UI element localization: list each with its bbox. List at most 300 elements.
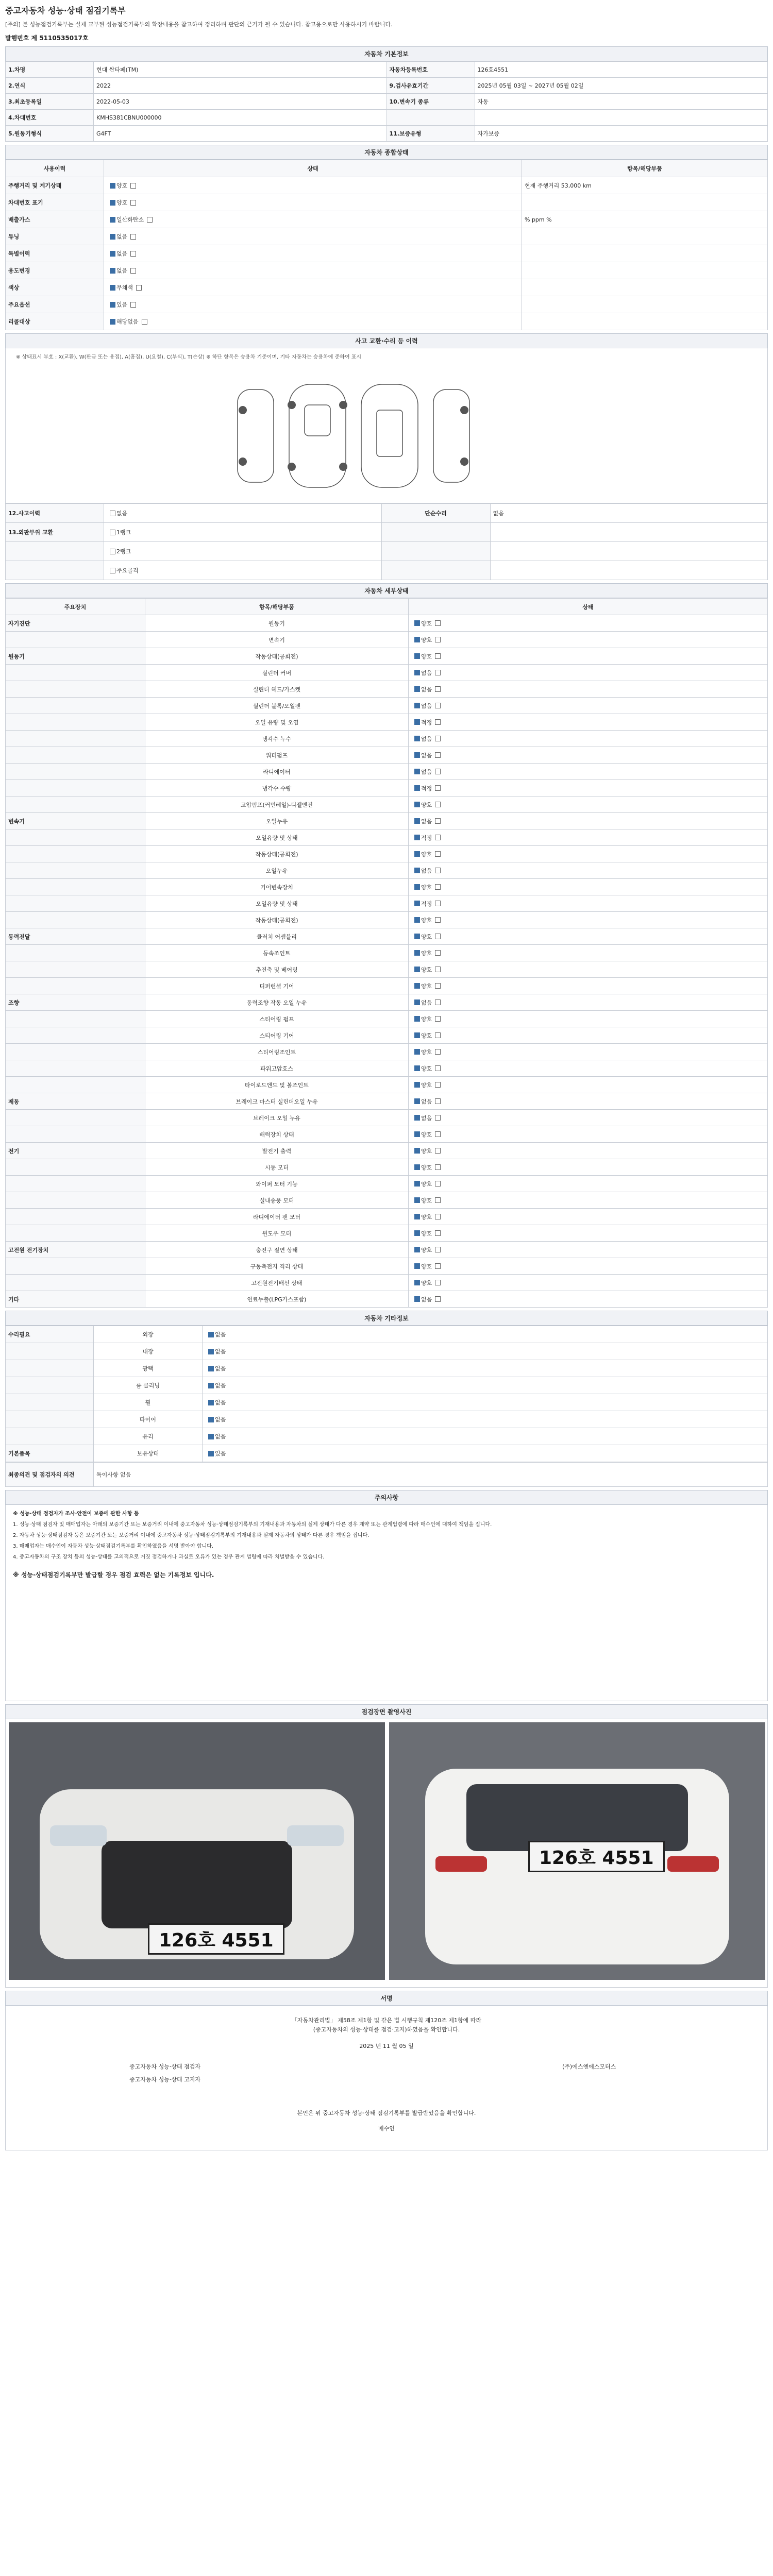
accident-value-text: 1랭크	[116, 529, 131, 536]
basic-info-title: 자동차 기본정보	[5, 46, 768, 61]
general-value	[522, 279, 768, 296]
general-value: 현재 주행거리 53,000 km	[522, 177, 768, 194]
sign-buyer: 매수인	[378, 2125, 395, 2132]
accident-label	[6, 561, 104, 580]
checkbox	[414, 703, 420, 708]
detail-row	[6, 1027, 768, 1044]
general-value	[522, 313, 768, 330]
other-group	[6, 1343, 94, 1360]
other-info-title: 자동차 기타정보	[5, 1311, 768, 1326]
checkbox	[414, 1164, 420, 1170]
detail-row	[6, 796, 768, 813]
accident-value	[104, 561, 382, 580]
checkbox	[110, 302, 115, 308]
checkbox	[435, 1164, 441, 1170]
detail-group: 원동기	[6, 648, 145, 665]
checkbox	[414, 1263, 420, 1269]
detail-item: 브레이크 오일 누유	[145, 1110, 409, 1126]
detail-row	[6, 895, 768, 912]
accident-table	[5, 503, 768, 580]
opinion-label: 최종의견 및 점검자의 의견	[6, 1463, 94, 1487]
general-label: 주요옵션	[6, 296, 104, 313]
general-state-text: 양호	[116, 199, 128, 206]
checkbox	[435, 653, 441, 659]
checkbox	[414, 1131, 420, 1137]
general-label: 색상	[6, 279, 104, 296]
detail-row	[6, 780, 768, 796]
detail-group	[6, 1027, 145, 1044]
detail-row	[6, 813, 768, 829]
other-row	[6, 1360, 768, 1377]
detail-item: 브레이크 마스터 실린더오일 누유	[145, 1093, 409, 1110]
checkbox	[208, 1434, 214, 1439]
accident-value-text: 없음	[116, 510, 128, 517]
detail-item: 오일누유	[145, 862, 409, 879]
other-item: 유리	[94, 1428, 203, 1445]
detail-row	[6, 1275, 768, 1291]
other-item: 타이어	[94, 1411, 203, 1428]
detail-item: 변속기	[145, 632, 409, 648]
other-group	[6, 1377, 94, 1394]
sign-line1: 「자동차관리법」 제58조 제1항 및 같은 법 시행규칙 제120조 제1항에 따라	[291, 2017, 482, 2024]
general-label: 특별이력	[6, 245, 104, 262]
detail-item: 고압펌프(커먼레일)-디젤엔진	[145, 796, 409, 813]
checkbox	[110, 549, 115, 554]
general-row	[6, 228, 768, 245]
detail-group	[6, 912, 145, 928]
detail-group	[6, 1275, 145, 1291]
basic-row	[6, 94, 768, 110]
detail-group	[6, 846, 145, 862]
other-state-text: 없음	[215, 1382, 226, 1389]
detail-state	[409, 1077, 768, 1093]
general-state	[104, 211, 522, 228]
detail-state-text: 양호	[421, 982, 432, 990]
detail-state	[409, 665, 768, 681]
checkbox	[414, 670, 420, 675]
detail-state	[409, 731, 768, 747]
accident-value-right: 없음	[490, 504, 768, 523]
checkbox	[435, 802, 441, 807]
checkbox	[208, 1400, 214, 1405]
opinion-value: 특이사항 없음	[94, 1463, 768, 1487]
detail-group: 동력전달	[6, 928, 145, 945]
basic-row	[6, 110, 768, 126]
detail-state-text: 없음	[421, 686, 432, 693]
general-state	[104, 296, 522, 313]
checkbox	[414, 769, 420, 774]
detail-state-text: 없음	[421, 735, 432, 742]
other-item: 광택	[94, 1360, 203, 1377]
checkbox	[208, 1383, 214, 1388]
checkbox	[435, 686, 441, 692]
other-row	[6, 1343, 768, 1360]
accident-label-right	[381, 542, 490, 561]
detail-item: 오일유량 및 상태	[145, 829, 409, 846]
detail-row	[6, 1192, 768, 1209]
detail-state-text: 없음	[421, 1114, 432, 1122]
detail-row	[6, 961, 768, 978]
detail-state-text: 적정	[421, 900, 432, 907]
general-state-table	[5, 160, 768, 330]
note-item: 2. 자동차 성능·상태점검자 등은 보증기간 또는 보증거리 이내에 중고자동차 성능·상태점검기록부의 기재내용과 실제 자동차의 상태가 다른 경우 책임을 집니다.	[13, 1533, 369, 1538]
detail-state	[409, 1209, 768, 1225]
certificate-number	[5, 33, 768, 42]
basic-value: 현대 싼타페(TM)	[94, 62, 387, 78]
detail-group	[6, 1060, 145, 1077]
other-state-text: 없음	[215, 1433, 226, 1440]
detail-row	[6, 1143, 768, 1159]
detail-group	[6, 1077, 145, 1093]
detail-group	[6, 1159, 145, 1176]
detail-state-text: 없음	[421, 867, 432, 874]
accident-value-right	[490, 561, 768, 580]
detail-group	[6, 961, 145, 978]
general-head: 상태	[104, 160, 522, 177]
detail-group: 기타	[6, 1291, 145, 1308]
checkbox	[414, 999, 420, 1005]
general-row	[6, 296, 768, 313]
detail-state-text: 없음	[421, 1296, 432, 1303]
checkbox	[130, 234, 136, 240]
general-value	[522, 245, 768, 262]
checkbox	[414, 1115, 420, 1121]
detail-state	[409, 1275, 768, 1291]
checkbox	[414, 967, 420, 972]
detail-group	[6, 1011, 145, 1027]
detail-item: 고전원전기배선 상태	[145, 1275, 409, 1291]
general-value	[522, 228, 768, 245]
general-state-text: 양호	[116, 182, 128, 189]
detail-group	[6, 714, 145, 731]
checkbox	[414, 785, 420, 791]
general-label: 튜닝	[6, 228, 104, 245]
cert-label: 발행번호 제	[5, 35, 38, 42]
detail-state	[409, 615, 768, 632]
detail-item: 라디에이터	[145, 764, 409, 780]
detail-state	[409, 1011, 768, 1027]
detail-head: 상태	[409, 599, 768, 615]
detail-state-text: 양호	[421, 1048, 432, 1056]
other-state-text: 있음	[215, 1450, 226, 1457]
detail-item: 냉각수 누수	[145, 731, 409, 747]
detail-group	[6, 780, 145, 796]
detail-group	[6, 1258, 145, 1275]
detail-state	[409, 1143, 768, 1159]
accident-value-right	[490, 542, 768, 561]
notes-title: 주의사항	[5, 1490, 768, 1505]
general-row	[6, 194, 768, 211]
other-row	[6, 1445, 768, 1462]
basic-label: 10.변속기 종류	[386, 94, 475, 110]
detail-item: 스티어링 펌프	[145, 1011, 409, 1027]
checkbox	[414, 1098, 420, 1104]
other-group	[6, 1411, 94, 1428]
checkbox	[435, 901, 441, 906]
general-row	[6, 245, 768, 262]
other-state	[203, 1377, 768, 1394]
detail-state	[409, 895, 768, 912]
detail-row	[6, 1044, 768, 1060]
general-head: 사용이력	[6, 160, 104, 177]
detail-state	[409, 1192, 768, 1209]
basic-label: 3.최초등록일	[6, 94, 94, 110]
detail-group	[6, 764, 145, 780]
basic-label: 자동차등록번호	[386, 62, 475, 78]
checkbox	[130, 251, 136, 257]
checkbox	[435, 1049, 441, 1055]
detail-state-text: 없음	[421, 1098, 432, 1105]
detail-row	[6, 994, 768, 1011]
detail-state-text: 적정	[421, 834, 432, 841]
detail-state-text: 양호	[421, 1197, 432, 1204]
car-diagram	[5, 348, 768, 503]
detail-item: 작동상태(공회전)	[145, 846, 409, 862]
checkbox	[414, 917, 420, 923]
detail-group	[6, 1192, 145, 1209]
checkbox	[435, 1247, 441, 1252]
checkbox	[435, 1098, 441, 1104]
basic-value: 2022	[94, 78, 387, 94]
detail-state-text: 없음	[421, 752, 432, 759]
checkbox	[414, 983, 420, 989]
note-item: 1. 성능·상태 점검자 및 매매업자는 아래의 보증기간 또는 보증거리 이내에 중고자동차 성능·상태점검기록부의 기재내용과 자동차의 실제 상태가 다른 경우 계약 또는 관계법령에 따라 매수인에 대하여 책임을 집니다.	[13, 1522, 492, 1528]
detail-state	[409, 648, 768, 665]
checkbox	[435, 1197, 441, 1203]
checkbox	[435, 703, 441, 708]
detail-item: 냉각수 수량	[145, 780, 409, 796]
sign-seller: 중고자동차 성능·상태 고지자	[129, 2076, 201, 2083]
general-row	[6, 177, 768, 194]
accident-value	[104, 542, 382, 561]
other-row	[6, 1411, 768, 1428]
detail-item: 원동기	[145, 615, 409, 632]
detail-item: 오일 유량 및 오염	[145, 714, 409, 731]
detail-group	[6, 681, 145, 698]
detail-item: 작동상태(공회전)	[145, 912, 409, 928]
other-state	[203, 1445, 768, 1462]
checkbox	[414, 1082, 420, 1088]
checkbox	[414, 1065, 420, 1071]
checkbox	[435, 1115, 441, 1121]
detail-row	[6, 1060, 768, 1077]
checkbox	[435, 1016, 441, 1022]
detail-item: 시동 모터	[145, 1159, 409, 1176]
other-group	[6, 1394, 94, 1411]
detail-state	[409, 846, 768, 862]
checkbox	[110, 511, 115, 516]
document	[5, 4, 768, 2150]
detail-group	[6, 862, 145, 879]
detail-item: 스티어링조인트	[145, 1044, 409, 1060]
sign-receive: 본인은 위 중고자동차 성능·상태 점검기록부를 발급받았음을 확인합니다.	[297, 2110, 476, 2116]
general-head: 항목/해당부품	[522, 160, 768, 177]
detail-state	[409, 912, 768, 928]
checkbox	[414, 818, 420, 824]
detail-row	[6, 862, 768, 879]
detail-group	[6, 731, 145, 747]
general-state	[104, 194, 522, 211]
checkbox	[208, 1451, 214, 1456]
front-plate: 126호 4551	[148, 1923, 284, 1955]
note-item: ※ 성능·상태 점검자가 조사·안전이 보증에 관한 사항 등	[13, 1511, 139, 1517]
detail-state-text: 없음	[421, 768, 432, 775]
detail-row	[6, 1126, 768, 1143]
checkbox	[147, 217, 153, 223]
detail-row	[6, 681, 768, 698]
detail-item: 실린더 커버	[145, 665, 409, 681]
detail-state	[409, 1027, 768, 1044]
checkbox	[110, 268, 115, 274]
other-group	[6, 1428, 94, 1445]
detail-state	[409, 698, 768, 714]
detail-state	[409, 945, 768, 961]
checkbox	[414, 719, 420, 725]
detail-group	[6, 665, 145, 681]
detail-row	[6, 665, 768, 681]
detail-row	[6, 1110, 768, 1126]
detail-state-text: 적정	[421, 719, 432, 726]
other-state-text: 없음	[215, 1365, 226, 1372]
detail-state-text: 양호	[421, 1147, 432, 1155]
accident-label-right	[381, 561, 490, 580]
general-state-text: 해당없음	[116, 318, 139, 325]
detail-row	[6, 731, 768, 747]
general-row	[6, 279, 768, 296]
detail-item: 등속조인트	[145, 945, 409, 961]
detail-item: 윈도우 모터	[145, 1225, 409, 1242]
checkbox	[208, 1366, 214, 1371]
detail-state-text: 양호	[421, 1164, 432, 1171]
checkbox	[435, 868, 441, 873]
checkbox	[435, 769, 441, 774]
checkbox	[414, 1230, 420, 1236]
checkbox	[435, 637, 441, 642]
detail-head: 주요장치	[6, 599, 145, 615]
other-state	[203, 1343, 768, 1360]
detail-state-table	[5, 598, 768, 1308]
detail-item: 실린더 헤드/가스켓	[145, 681, 409, 698]
detail-group: 전기	[6, 1143, 145, 1159]
other-info-table	[5, 1326, 768, 1462]
opinion-table	[5, 1462, 768, 1487]
detail-row	[6, 1209, 768, 1225]
general-state-text: 없음	[116, 233, 128, 240]
detail-group	[6, 829, 145, 846]
accident-value-right	[490, 523, 768, 542]
checkbox	[414, 884, 420, 890]
checkbox	[208, 1417, 214, 1422]
checkbox	[414, 620, 420, 626]
checkbox	[414, 934, 420, 939]
detail-row	[6, 928, 768, 945]
general-row	[6, 313, 768, 330]
general-state	[104, 228, 522, 245]
detail-item: 기어변속장치	[145, 879, 409, 895]
checkbox	[435, 917, 441, 923]
accident-value-text: 2랭크	[116, 548, 131, 555]
detail-row	[6, 1011, 768, 1027]
checkbox	[435, 1065, 441, 1071]
detail-state	[409, 1126, 768, 1143]
other-row	[6, 1326, 768, 1343]
checkbox	[435, 835, 441, 840]
other-state-text: 없음	[215, 1348, 226, 1355]
accident-value	[104, 504, 382, 523]
detail-state-title: 자동차 세부상태	[5, 583, 768, 598]
general-row	[6, 211, 768, 228]
detail-state-text: 없음	[421, 999, 432, 1006]
other-row	[6, 1428, 768, 1445]
general-label: 배출가스	[6, 211, 104, 228]
sign-org: (주)에스엔에스모터스	[562, 2063, 616, 2070]
detail-row	[6, 764, 768, 780]
checkbox	[435, 719, 441, 725]
general-state	[104, 279, 522, 296]
detail-state-text: 양호	[421, 917, 432, 924]
checkbox	[435, 983, 441, 989]
detail-state-text: 양호	[421, 653, 432, 660]
general-value	[522, 194, 768, 211]
detail-row	[6, 879, 768, 895]
checkbox	[435, 752, 441, 758]
general-state-text: 무채색	[116, 284, 133, 291]
other-item: 외장	[94, 1326, 203, 1343]
checkbox	[414, 653, 420, 659]
accident-row	[6, 504, 768, 523]
notice-text: [주의] 본 성능점검기록부는 실제 교부된 성능점검기록부의 확장내용을 참고하여 정리하며 판단의 근거가 될 수 있습니다. 참고용으로만 사용하시기 바랍니다.	[5, 21, 393, 28]
rear-plate: 126호 4551	[528, 1841, 665, 1872]
general-state-text: 일산화탄소	[116, 216, 144, 223]
basic-value: 126호4551	[475, 62, 768, 78]
checkbox	[414, 835, 420, 840]
detail-item: 라디에이터 팬 모터	[145, 1209, 409, 1225]
checkbox	[130, 268, 136, 274]
detail-row	[6, 747, 768, 764]
detail-item: 실린더 블록/오일팬	[145, 698, 409, 714]
other-state-text: 없음	[215, 1399, 226, 1406]
basic-label	[386, 110, 475, 126]
checkbox	[414, 1032, 420, 1038]
detail-row	[6, 829, 768, 846]
checkbox	[110, 200, 115, 206]
accident-label-right	[381, 523, 490, 542]
detail-state-text: 없음	[421, 702, 432, 709]
checkbox	[414, 1280, 420, 1285]
checkbox	[414, 950, 420, 956]
basic-label: 2.연식	[6, 78, 94, 94]
checkbox	[435, 950, 441, 956]
basic-value: 자동	[475, 94, 768, 110]
page-title: 중고자동차 성능·상태 점검기록부	[5, 6, 126, 15]
basic-row	[6, 78, 768, 94]
note-item: 3. 매매업자는 매수인이 자동차 성능·상태점검기록부를 확인하였음을 서명 받아야 합니다.	[13, 1544, 214, 1549]
other-row	[6, 1394, 768, 1411]
checkbox	[435, 1082, 441, 1088]
basic-value: KMHS381CBNU000000	[94, 110, 387, 126]
signature-area	[5, 2006, 768, 2150]
general-state	[104, 262, 522, 279]
detail-state	[409, 681, 768, 698]
general-label: 리콜대상	[6, 313, 104, 330]
checkbox	[435, 1131, 441, 1137]
other-state-text: 없음	[215, 1416, 226, 1423]
checkbox	[435, 1263, 441, 1269]
detail-row	[6, 978, 768, 994]
detail-state-text: 양호	[421, 1015, 432, 1023]
signature-title: 서명	[5, 1991, 768, 2006]
detail-row	[6, 846, 768, 862]
